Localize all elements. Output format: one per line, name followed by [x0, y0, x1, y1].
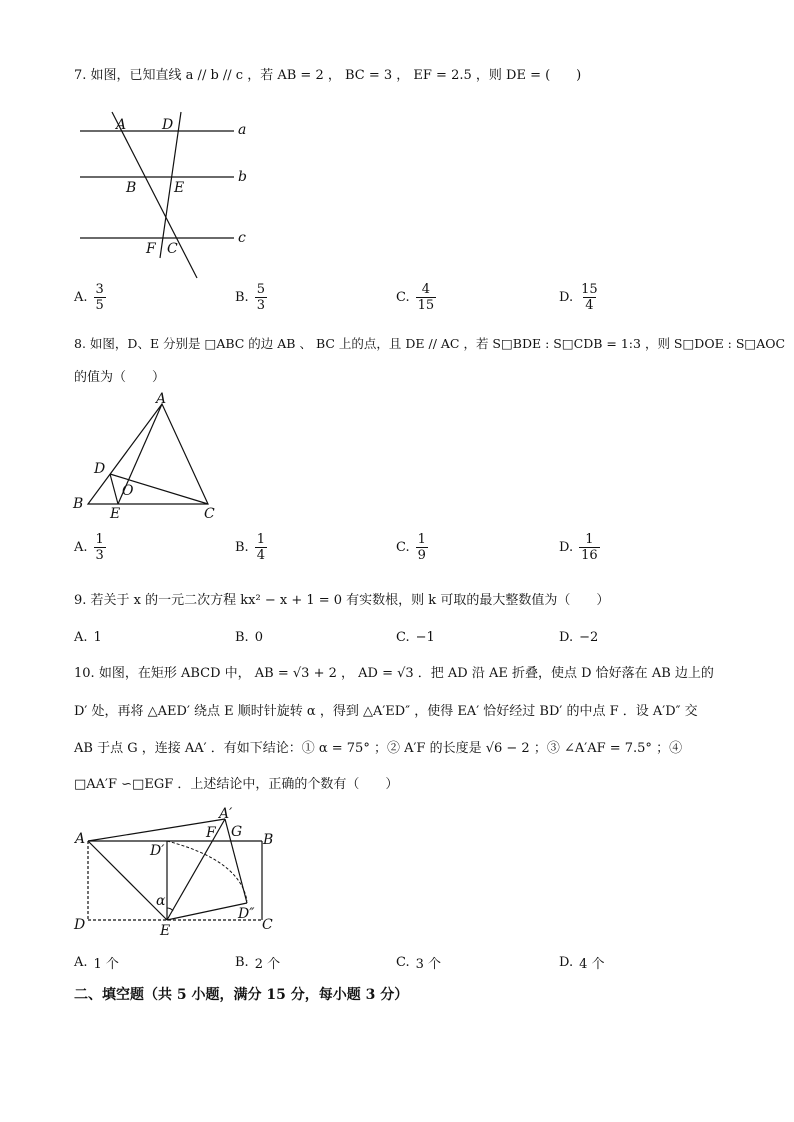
- q8-option-b[interactable]: B. $\frac{1}{4}$: [235, 532, 265, 563]
- q7-option-a-fraction: $\frac{3}{5}$: [95, 282, 104, 313]
- q7-option-d-fraction: $\frac{15}{4}$: [581, 282, 598, 313]
- q10-label-D: D: [74, 917, 86, 933]
- q10-segment-edpp: [167, 903, 247, 920]
- q10-label-B: B: [263, 832, 274, 848]
- q8-option-d[interactable]: D. $\frac{1}{16}$: [559, 532, 598, 563]
- q10-label-Ap: A′: [219, 806, 233, 822]
- q10-option-c[interactable]: C. 3 个: [396, 955, 442, 972]
- q8-option-a-fraction: $\frac{1}{3}$: [95, 532, 104, 563]
- q7-stem: [74, 67, 581, 85]
- q10-label-A: A: [75, 831, 86, 847]
- q7-text: 如图，已知直线 a // b // c ，若 AB = 2 ， BC = 3 ， EF = 2.5 ，则 DE = ( ): [90, 68, 582, 83]
- q7-option-c-fraction: $\frac{4}{15}$: [417, 282, 435, 313]
- q7-label-E: E: [174, 180, 185, 196]
- q10-stem-line4: □AA′F ∽□EGF ．上述结论中，正确的个数有（ ）: [74, 777, 399, 792]
- q10-segment-eap: [167, 819, 225, 920]
- q7-label-b: b: [238, 169, 247, 185]
- q8-option-b-fraction: $\frac{1}{4}$: [256, 532, 265, 563]
- q8-figure: [70, 392, 230, 522]
- q10-option-a[interactable]: A. 1 个: [74, 955, 119, 972]
- q9-option-d[interactable]: D. −2: [559, 630, 599, 645]
- q7-label-a: a: [238, 122, 247, 138]
- q8-option-c[interactable]: C. $\frac{1}{9}$: [396, 532, 426, 563]
- q10-stem-line1: [74, 665, 724, 683]
- q10-label-C: C: [262, 917, 273, 933]
- q8-stem-line1: [74, 335, 785, 353]
- q9-text: 若关于 x 的一元二次方程 kx² − x + 1 = 0 有实数根，则 k 可取的最大整数值为（ ）: [90, 593, 610, 608]
- q7-label-F: F: [146, 241, 156, 257]
- q10-segment-aap: [88, 819, 225, 841]
- q10-label-alpha: α: [156, 893, 166, 909]
- q10-stem-line2: D′ 处，再将 △AED′ 绕点 E 顺时针旋转 α ，得到 △A′ED″ ，使得 EA′ 恰好经过 BD′ 的中点 F ．设 A′D″ 交: [74, 704, 698, 719]
- q10-label-Dp: D′: [150, 843, 165, 859]
- q8-option-c-fraction: $\frac{1}{9}$: [417, 532, 426, 563]
- q9-stem: [74, 592, 609, 610]
- q10-figure: [70, 805, 290, 940]
- q9-option-a[interactable]: A. 1: [74, 630, 102, 645]
- q7-option-b[interactable]: B. $\frac{5}{3}$: [235, 282, 265, 313]
- q8-segment-de: [110, 474, 118, 504]
- q8-triangle-abc: [88, 404, 208, 504]
- q10-angle-mark: [167, 908, 173, 911]
- q8-label-A: A: [156, 392, 167, 407]
- q9-number: 9.: [74, 593, 87, 608]
- q10-option-d[interactable]: D. 4 个: [559, 955, 605, 972]
- q8-label-C: C: [204, 506, 215, 522]
- q8-number: 8.: [74, 336, 86, 351]
- q8-text-1: 如图，D、E 分别是 □ABC 的边 AB 、 BC 上的点，且 DE // AC ，若 S□BDE : S□CDB = 1:3 ，则 S□DOE : S□AOC: [89, 336, 786, 351]
- q7-option-b-fraction: $\frac{5}{3}$: [256, 282, 265, 313]
- q8-label-D: D: [94, 461, 106, 477]
- q7-option-d[interactable]: D. $\frac{15}{4}$: [559, 282, 598, 313]
- q9-option-c[interactable]: C. −1: [396, 630, 435, 645]
- section-2-heading: 二、填空题（共 5 小题，满分 15 分，每小题 3 分）: [74, 987, 409, 1003]
- q7-option-a[interactable]: A. $\frac{3}{5}$: [74, 282, 104, 313]
- q9-option-b[interactable]: B. 0: [235, 630, 263, 645]
- q7-label-D: D: [162, 117, 174, 133]
- q10-label-Dpp: D″: [238, 906, 255, 922]
- q10-stem-line3: AB 于点 G ，连接 AA′ ．有如下结论：① α = 75° ；② A′F 的长度是 √6 − 2 ；③ ∠A′AF = 7.5° ；④: [74, 741, 683, 756]
- q8-option-d-fraction: $\frac{1}{16}$: [581, 532, 598, 563]
- q8-stem-line2: 的值为（ ）: [74, 370, 166, 385]
- q7-figure: [74, 110, 274, 280]
- q7-label-B: B: [126, 180, 137, 196]
- q8-label-O: O: [122, 483, 134, 499]
- q8-label-B: B: [73, 496, 84, 512]
- q10-number: 10.: [74, 666, 95, 681]
- q10-text-1: 如图，在矩形 ABCD 中， AB = √3 + 2 ， AD = √3 ．把 AD 沿 AE 折叠，使点 D 恰好落在 AB 边上的: [98, 666, 714, 681]
- q10-label-E: E: [160, 923, 171, 939]
- q7-label-C: C: [167, 241, 178, 257]
- q7-label-c: c: [238, 230, 246, 246]
- q7-option-c[interactable]: C. $\frac{4}{15}$: [396, 282, 435, 313]
- q10-label-G: G: [231, 824, 243, 840]
- q8-option-a[interactable]: A. $\frac{1}{3}$: [74, 532, 104, 563]
- q10-option-b[interactable]: B. 2 个: [235, 955, 281, 972]
- q7-label-A: A: [116, 117, 127, 133]
- q7-number: 7.: [74, 68, 87, 83]
- q10-label-F: F: [206, 825, 216, 841]
- q8-label-E: E: [110, 506, 121, 522]
